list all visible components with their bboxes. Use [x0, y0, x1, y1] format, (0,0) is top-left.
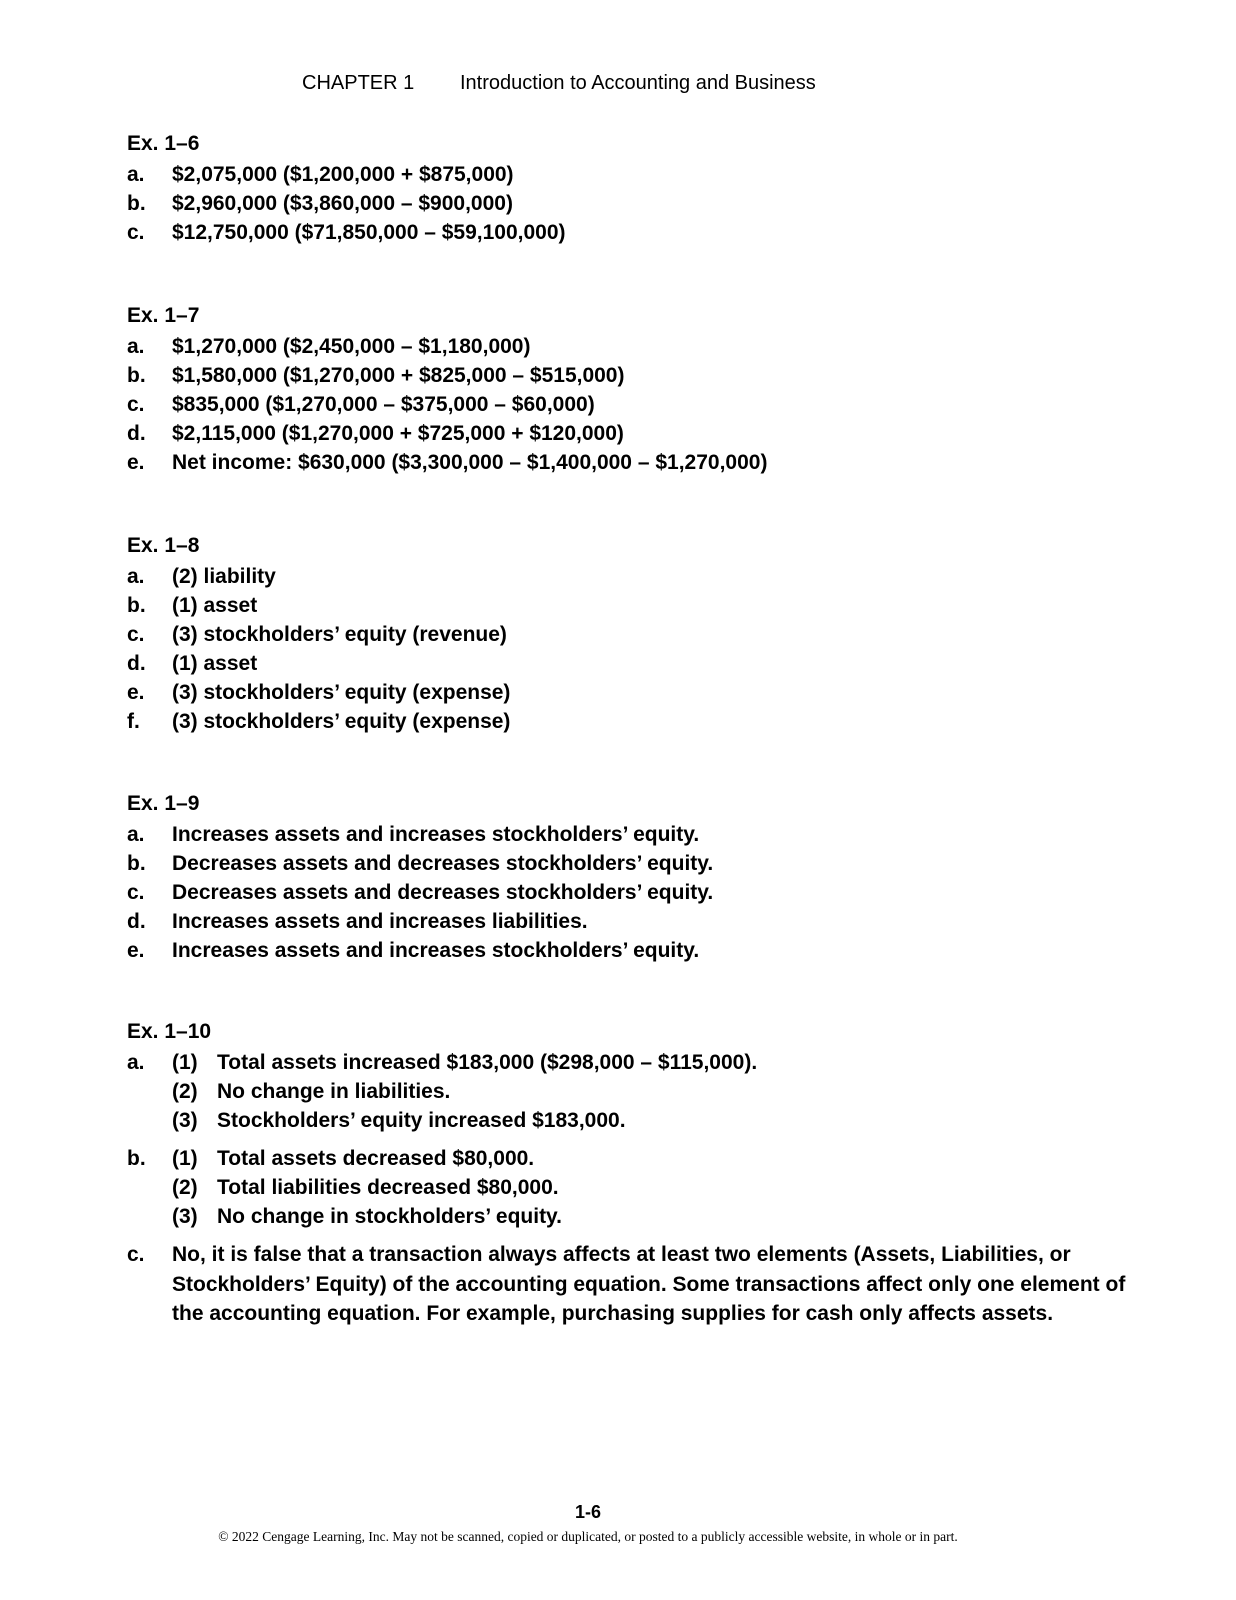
- list-item-b: b. (1) Total assets decreased $80,000. (2) Total liabilities decreased $80,000. (3) No change in stockholders’ equity.: [127, 1144, 1127, 1231]
- exercise-title: Ex. 1–8: [127, 534, 200, 557]
- list-item: a. $1,270,000 ($2,450,000 – $1,180,000): [127, 335, 531, 358]
- list-item: b. Decreases assets and decreases stockholders’ equity.: [127, 852, 714, 875]
- list-item: c. Decreases assets and decreases stockholders’ equity.: [127, 881, 714, 904]
- list-item: a. Increases assets and increases stockholders’ equity.: [127, 823, 700, 846]
- exercise-title: Ex. 1–7: [127, 304, 200, 327]
- list-item: b. $2,960,000 ($3,860,000 – $900,000): [127, 192, 513, 215]
- sub-item: (2) No change in liabilities.: [172, 1080, 451, 1103]
- exercise-title: Ex. 1–6: [127, 132, 200, 155]
- list-item: c. (3) stockholders’ equity (revenue): [127, 623, 507, 646]
- exercise-1-10: [127, 1016, 1127, 1329]
- list-item: a. (2) liability: [127, 565, 276, 588]
- list-item: e. Increases assets and increases stockholders’ equity.: [127, 939, 700, 962]
- answer-paragraph: No, it is false that a transaction always affects at least two elements (Assets, Liabilities, or Stockholders’ Equity) of the accounting equation. Some transactions affect only one element of the accounting equation. For example, purchasing supplies for cash only affects assets.: [172, 1243, 1126, 1325]
- list-item: e. Net income: $630,000 ($3,300,000 – $1,400,000 – $1,270,000): [127, 451, 768, 474]
- chapter-label: CHAPTER 1: [302, 72, 415, 94]
- list-item: b. $1,580,000 ($1,270,000 + $825,000 – $515,000): [127, 364, 625, 387]
- sub-item: (1) Total assets increased $183,000 ($298,000 – $115,000).: [172, 1051, 758, 1074]
- page-header: [302, 72, 816, 95]
- list-item: c. $835,000 ($1,270,000 – $375,000 – $60,000): [127, 393, 595, 416]
- sub-item: (3) No change in stockholders’ equity.: [172, 1205, 563, 1228]
- list-item: d. Increases assets and increases liabilities.: [127, 910, 588, 933]
- copyright-notice: © 2022 Cengage Learning, Inc. May not be scanned, copied or duplicated, or posted to a publicly accessible website, in whole or in part.: [218, 1529, 958, 1544]
- list-item: e. (3) stockholders’ equity (expense): [127, 681, 511, 704]
- sub-item: (3) Stockholders’ equity increased $183,000.: [172, 1109, 626, 1132]
- exercise-1-8: [127, 530, 1127, 736]
- exercise-title: Ex. 1–10: [127, 1020, 212, 1043]
- exercise-title: Ex. 1–9: [127, 792, 200, 815]
- list-item: f. (3) stockholders’ equity (expense): [127, 710, 511, 733]
- list-item: d. $2,115,000 ($1,270,000 + $725,000 + $120,000): [127, 422, 624, 445]
- exercise-1-7: [127, 300, 1127, 477]
- list-item: b. (1) asset: [127, 594, 258, 617]
- page-number: 1-6: [574, 1502, 601, 1522]
- list-item-c: c. No, it is false that a transaction always affects at least two elements (Assets, Liabilities, or Stockholders’ Equity) of the accounting equation. Some transactions affect only one element of the accounting equation. For example, purchasing supplies for cash only affects assets.: [127, 1240, 1127, 1329]
- exercise-1-9: [127, 788, 1127, 965]
- list-item-a: a. (1) Total assets increased $183,000 ($298,000 – $115,000). (2) No change in liabilities. (3) Stockholders’ equity increased $183,000.: [127, 1048, 1127, 1135]
- exercise-1-6: [127, 128, 1127, 247]
- chapter-title: Introduction to Accounting and Business: [460, 72, 816, 94]
- sub-item: (2) Total liabilities decreased $80,000.: [172, 1176, 559, 1199]
- list-item: a. $2,075,000 ($1,200,000 + $875,000): [127, 163, 514, 186]
- sub-item: (1) Total assets decreased $80,000.: [172, 1147, 535, 1170]
- list-item: d. (1) asset: [127, 652, 258, 675]
- list-item: c. $12,750,000 ($71,850,000 – $59,100,000): [127, 221, 566, 244]
